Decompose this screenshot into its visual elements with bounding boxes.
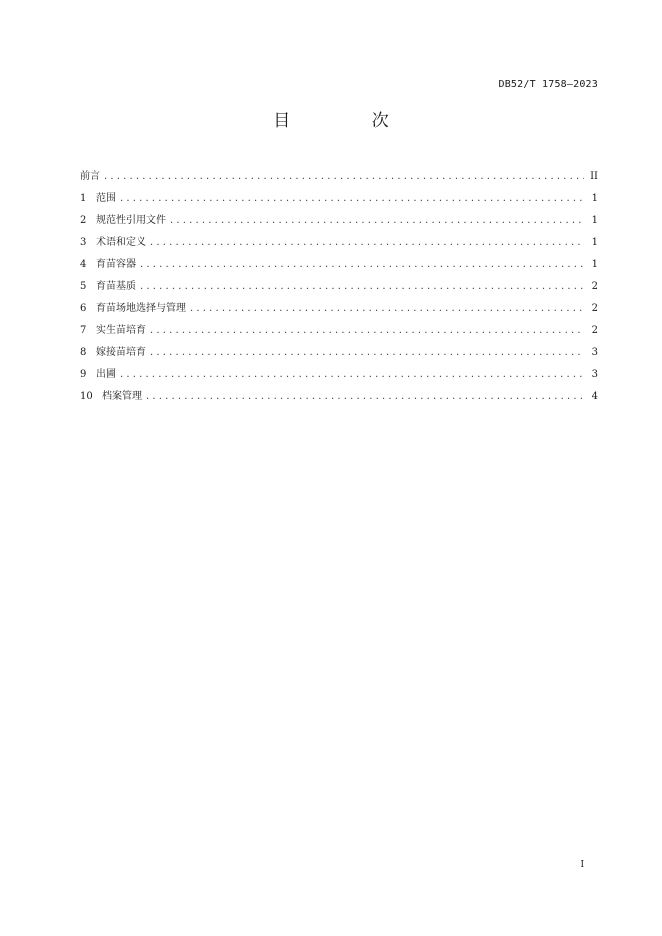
toc-entry-scope[interactable] bbox=[80, 188, 598, 210]
toc-entry-site-management[interactable] bbox=[80, 298, 598, 320]
toc-entry-label: 前言 bbox=[80, 171, 100, 182]
toc-entry-page: 1 bbox=[591, 259, 598, 270]
toc-entry-page: 2 bbox=[591, 325, 598, 336]
toc-dot-leader bbox=[120, 364, 584, 386]
toc-entry-substrate[interactable] bbox=[80, 276, 598, 298]
toc-entry-number: 1 bbox=[80, 193, 87, 204]
toc-entry-page: 2 bbox=[591, 303, 598, 314]
toc-entry-page: 1 bbox=[591, 237, 598, 248]
toc-entry-page: 3 bbox=[591, 347, 598, 358]
toc-dot-leader bbox=[120, 188, 584, 210]
document-code: DB52/T 1758—2023 bbox=[498, 79, 598, 90]
toc-entry-number: 4 bbox=[80, 259, 87, 270]
toc-dot-leader bbox=[104, 166, 584, 188]
toc-entry-page: 4 bbox=[591, 391, 598, 402]
toc-entry-number: 8 bbox=[80, 347, 87, 358]
toc-entry-label: 育苗基质 bbox=[96, 281, 136, 292]
toc-entry-page: II bbox=[590, 171, 598, 182]
toc-entry-page: 3 bbox=[591, 369, 598, 380]
toc-entry-label: 实生苗培育 bbox=[96, 325, 146, 336]
page-number: I bbox=[580, 860, 584, 870]
toc-entry-page: 1 bbox=[591, 193, 598, 204]
toc-entry-label: 档案管理 bbox=[102, 391, 142, 402]
toc-entry-number: 7 bbox=[80, 325, 87, 336]
toc-entry-number: 9 bbox=[80, 369, 87, 380]
toc-entry-label: 规范性引用文件 bbox=[96, 215, 166, 226]
toc-entry-nursery-exit[interactable] bbox=[80, 364, 598, 386]
toc-entry-number: 5 bbox=[80, 281, 87, 292]
toc-dot-leader bbox=[150, 342, 584, 364]
toc-entry-label: 出圃 bbox=[96, 369, 116, 380]
toc-entry-foreword[interactable] bbox=[80, 166, 598, 188]
toc-entry-label: 范围 bbox=[96, 193, 116, 204]
toc-entry-label: 术语和定义 bbox=[96, 237, 146, 248]
toc-entry-label: 育苗场地选择与管理 bbox=[96, 303, 186, 314]
toc-entry-number: 3 bbox=[80, 237, 87, 248]
toc-entry-containers[interactable] bbox=[80, 254, 598, 276]
toc-entry-number: 2 bbox=[80, 215, 87, 226]
toc-dot-leader bbox=[140, 254, 584, 276]
toc-dot-leader bbox=[170, 210, 584, 232]
toc-entry-seedling-cultivation[interactable] bbox=[80, 320, 598, 342]
toc-entry-terms-definitions[interactable] bbox=[80, 232, 598, 254]
toc-dot-leader bbox=[150, 232, 584, 254]
toc-entry-records[interactable] bbox=[80, 386, 598, 408]
toc-entry-label: 嫁接苗培育 bbox=[96, 347, 146, 358]
toc-dot-leader bbox=[140, 276, 584, 298]
toc-dot-leader bbox=[150, 320, 584, 342]
toc-dot-leader bbox=[146, 386, 584, 408]
toc-entry-grafted-cultivation[interactable] bbox=[80, 342, 598, 364]
toc-entry-normative-references[interactable] bbox=[80, 210, 598, 232]
toc-entry-number: 6 bbox=[80, 303, 87, 314]
toc-entry-page: 1 bbox=[591, 215, 598, 226]
toc-dot-leader bbox=[190, 298, 584, 320]
toc-entry-number: 10 bbox=[80, 391, 93, 402]
toc-entry-label: 育苗容器 bbox=[96, 259, 136, 270]
toc-list bbox=[80, 166, 598, 408]
toc-title: 目 次 bbox=[273, 111, 427, 131]
toc-entry-page: 2 bbox=[591, 281, 598, 292]
